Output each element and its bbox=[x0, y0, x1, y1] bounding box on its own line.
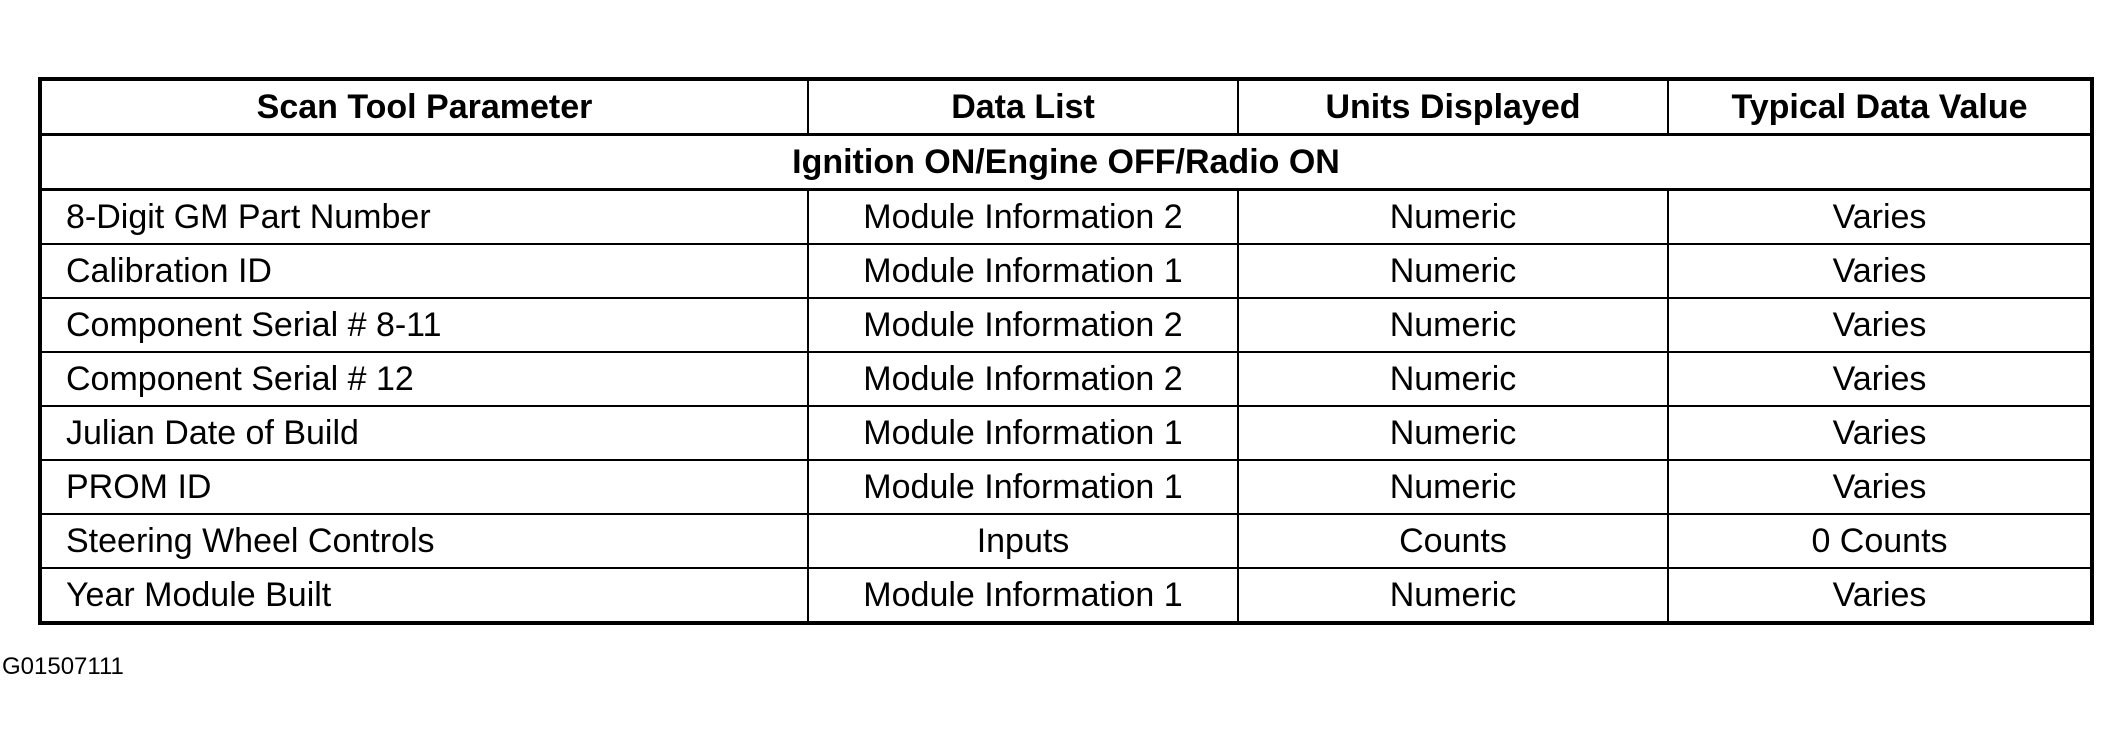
cell-typical-value: Varies bbox=[1668, 190, 2092, 245]
cell-typical-value: Varies bbox=[1668, 406, 2092, 460]
cell-units: Numeric bbox=[1238, 298, 1668, 352]
cell-parameter: Calibration ID bbox=[40, 244, 808, 298]
cell-data-list: Module Information 2 bbox=[808, 352, 1238, 406]
header-scan-tool-parameter: Scan Tool Parameter bbox=[40, 79, 808, 135]
cell-data-list: Inputs bbox=[808, 514, 1238, 568]
header-units-displayed: Units Displayed bbox=[1238, 79, 1668, 135]
table-row bbox=[40, 568, 2092, 623]
scan-tool-data-table bbox=[38, 77, 2094, 625]
table-row bbox=[40, 190, 2092, 245]
cell-units: Numeric bbox=[1238, 406, 1668, 460]
cell-typical-value: Varies bbox=[1668, 298, 2092, 352]
cell-units: Numeric bbox=[1238, 568, 1668, 623]
table-row bbox=[40, 298, 2092, 352]
cell-parameter: 8-Digit GM Part Number bbox=[40, 190, 808, 245]
cell-typical-value: Varies bbox=[1668, 460, 2092, 514]
cell-parameter: Year Module Built bbox=[40, 568, 808, 623]
header-typical-data-value: Typical Data Value bbox=[1668, 79, 2092, 135]
section-row bbox=[40, 135, 2092, 190]
table-row bbox=[40, 244, 2092, 298]
cell-data-list: Module Information 2 bbox=[808, 298, 1238, 352]
table-row bbox=[40, 514, 2092, 568]
cell-parameter: Component Serial # 12 bbox=[40, 352, 808, 406]
cell-units: Numeric bbox=[1238, 460, 1668, 514]
cell-data-list: Module Information 2 bbox=[808, 190, 1238, 245]
cell-units: Numeric bbox=[1238, 244, 1668, 298]
table-row bbox=[40, 352, 2092, 406]
cell-data-list: Module Information 1 bbox=[808, 568, 1238, 623]
cell-typical-value: Varies bbox=[1668, 244, 2092, 298]
cell-parameter: Julian Date of Build bbox=[40, 406, 808, 460]
cell-typical-value: Varies bbox=[1668, 568, 2092, 623]
header-data-list: Data List bbox=[808, 79, 1238, 135]
cell-data-list: Module Information 1 bbox=[808, 406, 1238, 460]
figure-id: G01507111 bbox=[2, 653, 124, 680]
table-row bbox=[40, 460, 2092, 514]
section-label: Ignition ON/Engine OFF/Radio ON bbox=[40, 135, 2092, 190]
cell-units: Numeric bbox=[1238, 352, 1668, 406]
cell-units: Counts bbox=[1238, 514, 1668, 568]
cell-parameter: PROM ID bbox=[40, 460, 808, 514]
cell-data-list: Module Information 1 bbox=[808, 244, 1238, 298]
cell-units: Numeric bbox=[1238, 190, 1668, 245]
cell-parameter: Steering Wheel Controls bbox=[40, 514, 808, 568]
table-row bbox=[40, 406, 2092, 460]
cell-typical-value: 0 Counts bbox=[1668, 514, 2092, 568]
cell-typical-value: Varies bbox=[1668, 352, 2092, 406]
cell-parameter: Component Serial # 8-11 bbox=[40, 298, 808, 352]
cell-data-list: Module Information 1 bbox=[808, 460, 1238, 514]
table-header-row bbox=[40, 79, 2092, 135]
